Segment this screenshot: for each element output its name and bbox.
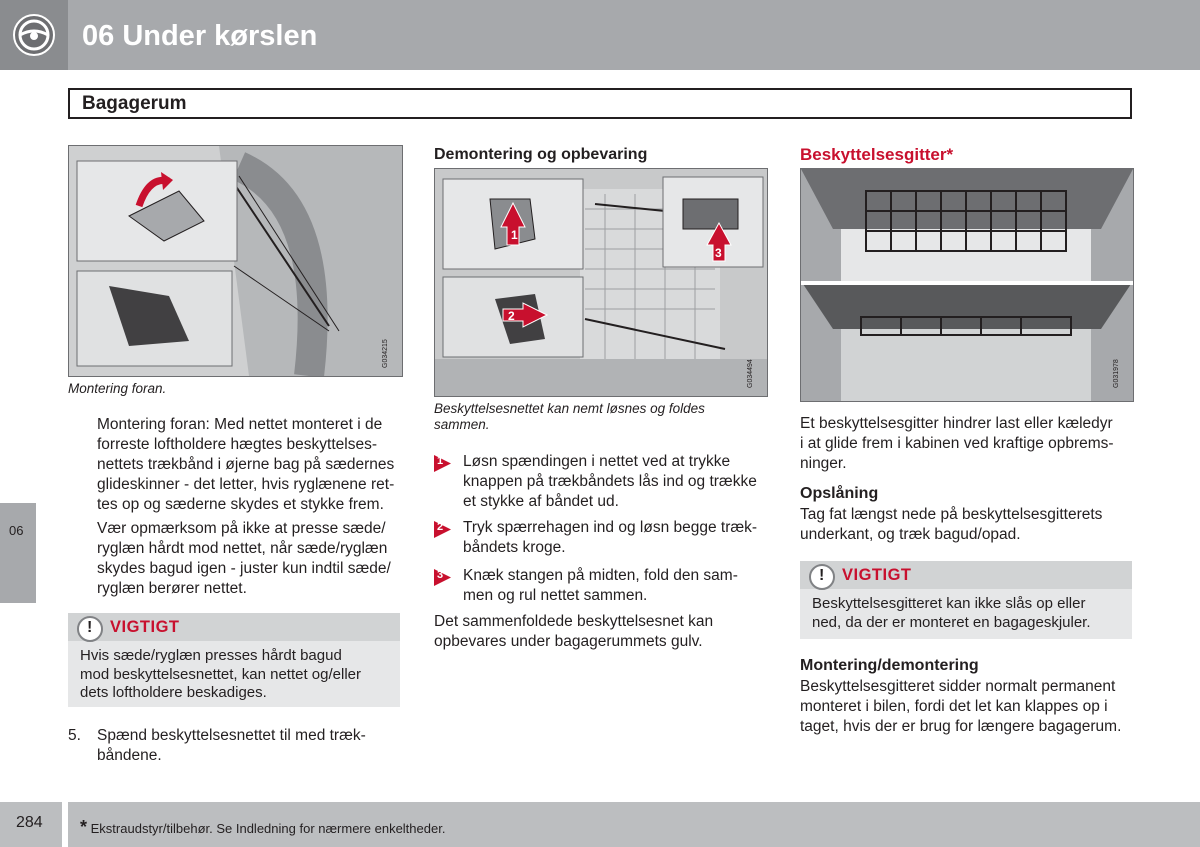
step-1 [434,452,774,512]
footnote-star: * [80,817,88,837]
text-line: Tryk spærrehagen ind og løsn begge træk- [463,519,758,536]
text-line: Beskyttelsesnettet kan nemt løsnes og foldes [434,401,705,416]
heading-protection-grille: Beskyttelsesgitter* [800,145,954,164]
text-line: Spænd beskyttelsesnettet til med træk- [97,727,366,744]
text-line: Det sammenfoldede beskyttelsesnet kan [434,613,714,630]
text-line: Beskyttelsesgitteret kan ikke slås op eller [812,595,1086,612]
exclamation-icon: ! [809,564,835,590]
paragraph-grille-intro [800,414,1140,474]
text-line: mod beskyttelsesnettet, kan nettet og/eller [80,665,361,683]
warning-text [80,647,390,703]
callout-3-label: 3 [715,246,722,260]
figure-mounting-front [68,145,403,377]
side-tab-label: 06 [9,523,24,538]
text-line: i at glide frem i kabinen ved kraftige opbrems- [800,435,1114,452]
figure-caption: Montering foran. [68,381,167,396]
warning-text [812,595,1122,632]
text-line: dets loftholdere beskadiges. [80,684,267,701]
text-line: båndets kroge. [463,539,566,556]
text-line: men og rul nettet sammen. [463,587,648,604]
figure-caption [434,401,766,433]
warning-header [68,613,400,641]
text-line: Et beskyttelsesgitter hindrer last eller kæledyr [800,415,1113,432]
chapter-side-tab [0,503,36,603]
text-line: ryglæn hårdt mod nettet, når sæde/ryglæn [97,540,388,557]
paragraph-storage [434,612,774,652]
text-line: ryglæn berører nettet. [97,580,247,597]
text-line: knappen på trækbåndets lås ind og trække [463,473,757,490]
section-title: Bagagerum [82,93,187,114]
text-line: et stykke af båndet ud. [463,493,619,510]
chapter-logo [0,0,68,70]
text-line: Beskyttelsesgitteret sidder normalt permanent [800,678,1116,695]
warning-header [800,561,1132,589]
text-line: forreste loftholdere hægtes beskyttelses- [97,436,377,453]
exclamation-icon: ! [77,616,103,642]
text-line: opbevares under bagagerummets gulv. [434,633,703,650]
step-2-number: 2 [437,521,444,533]
text-line: Knæk stangen på midten, fold den sam- [463,567,738,584]
text-line: Hvis sæde/ryglæn presses hårdt bagud [80,647,342,664]
callout-2-label: 2 [508,309,515,323]
text-line: ninger. [800,455,847,472]
callout-1-label: 1 [511,228,518,242]
heading-removal-storage: Demontering og opbevaring [434,146,648,163]
figure-removal [434,168,768,397]
page-footer [0,802,1200,847]
text-line: taget, hvis der er brug for længere bagagerum. [800,718,1122,735]
figure-code: G034215 [382,339,389,368]
text-line: Montering foran: Med nettet monteret i de [97,416,383,433]
footnote [80,817,445,838]
steering-wheel-icon [12,13,56,57]
text-line: skydes bagud igen - juster kun indtil sæde/ [97,560,391,577]
paragraph-caution [97,519,407,599]
footnote-box [68,802,1200,847]
text-line: glideskinner - det letter, hvis ryglænene ret- [97,476,395,493]
heading-mounting-removal: Montering/demontering [800,657,979,674]
figure-code: G031978 [1113,359,1120,388]
page-header [0,0,1200,70]
text-line: Tag fat længst nede på beskyttelsesgitterets [800,506,1103,523]
text-line: tes op og sæderne skydes et stykke frem. [97,496,384,513]
chapter-title: 06 Under kørslen [82,20,318,52]
text-line: underkant, og træk bagud/opad. [800,526,1021,543]
heading-folding-up: Opslåning [800,485,879,502]
warning-title: VIGTIGT [842,566,912,584]
step-number: 5. [68,727,81,744]
paragraph-mounting-removal [800,677,1145,737]
figure-grille [800,168,1134,402]
section-box [68,88,1132,119]
warning-title: VIGTIGT [110,618,180,636]
text-line: Løsn spændingen i nettet ved at trykke [463,453,731,470]
text-line: sammen. [434,417,490,432]
footnote-text: Ekstraudstyr/tilbehør. Se Indledning for nærmere enkeltheder. [90,821,446,836]
warning-box [800,561,1132,639]
text-line: Vær opmærksom på ikke at presse sæde/ [97,520,386,537]
paragraph-mounting-front [97,415,407,515]
step-3-number: 3 [437,569,444,581]
step-2 [434,518,774,558]
step-3 [434,566,774,606]
warning-box [68,613,400,707]
paragraph-folding-up [800,505,1140,545]
step-1-number: 1 [437,455,444,467]
text-line: monteret i bilen, fordi det let kan klappes op i [800,698,1108,715]
page-number: 284 [16,814,43,831]
text-line: nettets trækbånd i øjerne bag på sædernes [97,456,395,473]
text-line: båndene. [97,747,162,764]
text-line: ned, da der er monteret en bagageskjuler. [812,613,1091,631]
figure-code: G034494 [747,359,754,388]
page-number-box [0,802,62,847]
